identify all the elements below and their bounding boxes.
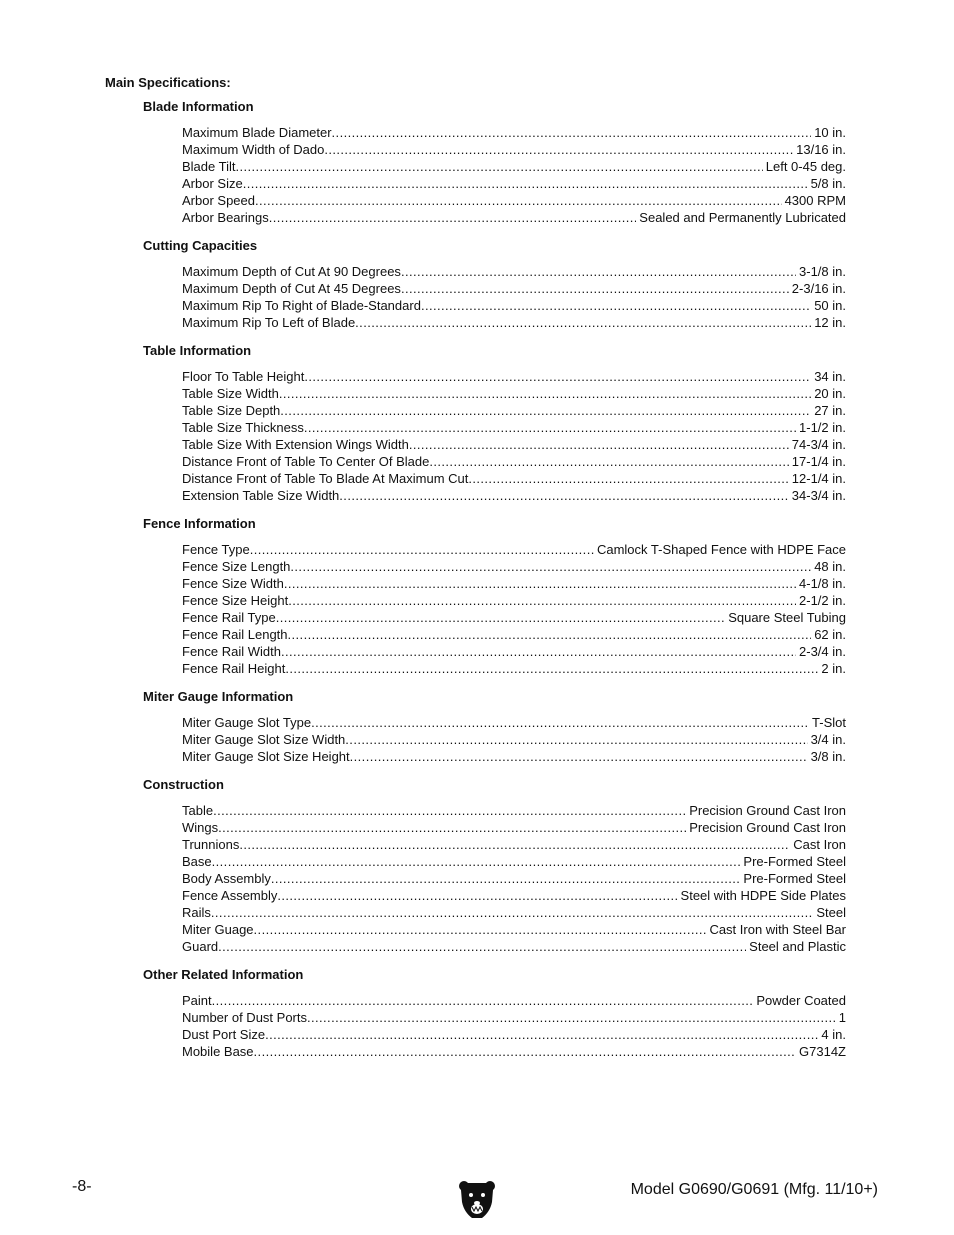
spec-row bbox=[182, 870, 846, 887]
spec-row bbox=[182, 385, 846, 402]
spec-row bbox=[182, 368, 846, 385]
dot-leader bbox=[468, 470, 788, 487]
spec-label: Distance Front of Table To Blade At Maximum Cut bbox=[182, 471, 469, 486]
dot-leader bbox=[213, 802, 686, 819]
spec-value: Sealed and Permanently Lubricated bbox=[639, 210, 846, 225]
spec-label: Rails bbox=[182, 905, 211, 920]
spec-label: Table Size With Extension Wings Width bbox=[182, 437, 409, 452]
spec-label: Maximum Rip To Left of Blade bbox=[182, 315, 356, 330]
dot-leader bbox=[269, 209, 637, 226]
spec-value: 13/16 in. bbox=[796, 142, 846, 157]
spec-label: Fence Size Length bbox=[182, 559, 291, 574]
spec-row bbox=[182, 280, 846, 297]
spec-label: Base bbox=[182, 854, 212, 869]
spec-value: 20 in. bbox=[814, 386, 846, 401]
spec-section bbox=[143, 777, 846, 955]
spec-label: Table Size Depth bbox=[182, 403, 281, 418]
spec-row bbox=[182, 470, 846, 487]
spec-value: 50 in. bbox=[814, 298, 846, 313]
dot-leader bbox=[235, 158, 762, 175]
spec-value: 12 in. bbox=[814, 315, 846, 330]
dot-leader bbox=[276, 609, 725, 626]
spec-row bbox=[182, 487, 846, 504]
main-title: Main Specifications: bbox=[105, 75, 231, 90]
dot-leader bbox=[332, 124, 812, 141]
spec-label: Fence Rail Height bbox=[182, 661, 286, 676]
spec-value: Precision Ground Cast Iron bbox=[689, 803, 846, 818]
dot-leader bbox=[355, 314, 811, 331]
spec-value: 10 in. bbox=[814, 125, 846, 140]
spec-value: 5/8 in. bbox=[810, 176, 846, 191]
spec-row bbox=[182, 938, 846, 955]
spec-label: Extension Table Size Width bbox=[182, 488, 340, 503]
spec-list bbox=[182, 802, 846, 955]
spec-label: Maximum Depth of Cut At 45 Degrees bbox=[182, 281, 401, 296]
spec-row bbox=[182, 992, 846, 1009]
spec-label: Fence Rail Width bbox=[182, 644, 281, 659]
spec-row bbox=[182, 626, 846, 643]
spec-row bbox=[182, 592, 846, 609]
spec-row bbox=[182, 836, 846, 853]
spec-label: Fence Assembly bbox=[182, 888, 278, 903]
dot-leader bbox=[271, 870, 741, 887]
dot-leader bbox=[250, 541, 594, 558]
spec-label: Table Size Thickness bbox=[182, 420, 304, 435]
spec-row bbox=[182, 314, 846, 331]
spec-value: 74-3/4 in. bbox=[791, 437, 846, 452]
spec-value: Left 0-45 deg. bbox=[765, 159, 846, 174]
spec-row bbox=[182, 158, 846, 175]
dot-leader bbox=[284, 575, 796, 592]
spec-section bbox=[143, 967, 846, 1060]
spec-label: Fence Size Height bbox=[182, 593, 289, 608]
spec-section bbox=[143, 516, 846, 677]
dot-leader bbox=[281, 643, 796, 660]
spec-row bbox=[182, 175, 846, 192]
spec-label: Fence Size Width bbox=[182, 576, 284, 591]
spec-row bbox=[182, 124, 846, 141]
spec-value: Camlock T-Shaped Fence with HDPE Face bbox=[596, 542, 846, 557]
spec-value: Square Steel Tubing bbox=[728, 610, 846, 625]
spec-row bbox=[182, 609, 846, 626]
dot-leader bbox=[211, 904, 813, 921]
spec-label: Mobile Base bbox=[182, 1044, 254, 1059]
spec-section bbox=[143, 689, 846, 765]
section-title: Fence Information bbox=[143, 516, 256, 531]
model-label: Model G0690/G0691 (Mfg. 11/10+) bbox=[630, 1181, 878, 1198]
spec-label: Table bbox=[182, 803, 214, 818]
spec-row bbox=[182, 731, 846, 748]
dot-leader bbox=[345, 731, 807, 748]
dot-leader bbox=[288, 626, 812, 643]
spec-value: 4-1/8 in. bbox=[799, 576, 846, 591]
spec-value: 17-1/4 in. bbox=[791, 454, 846, 469]
spec-list bbox=[182, 714, 846, 765]
dot-leader bbox=[339, 487, 789, 504]
spec-label: Miter Gauge Slot Size Height bbox=[182, 749, 350, 764]
spec-label: Guard bbox=[182, 939, 219, 954]
dot-leader bbox=[290, 558, 811, 575]
spec-value: 2-3/4 in. bbox=[799, 644, 846, 659]
dot-leader bbox=[285, 660, 818, 677]
spec-label: Maximum Rip To Right of Blade-Standard bbox=[182, 298, 421, 313]
spec-row bbox=[182, 541, 846, 558]
spec-value: Steel and Plastic bbox=[749, 939, 846, 954]
spec-list bbox=[182, 263, 846, 331]
spec-value: T-Slot bbox=[812, 715, 846, 730]
spec-label: Distance Front of Table To Center Of Blade bbox=[182, 454, 430, 469]
dot-leader bbox=[277, 887, 677, 904]
spec-value: 4 in. bbox=[821, 1027, 846, 1042]
section-title: Blade Information bbox=[143, 99, 254, 114]
spec-value: 2-1/2 in. bbox=[799, 593, 846, 608]
spec-value: 4300 RPM bbox=[784, 193, 846, 208]
spec-label: Maximum Depth of Cut At 90 Degrees bbox=[182, 264, 401, 279]
dot-leader bbox=[212, 853, 741, 870]
spec-value: 12-1/4 in. bbox=[791, 471, 846, 486]
spec-row bbox=[182, 853, 846, 870]
spec-value: Pre-Formed Steel bbox=[743, 854, 846, 869]
dot-leader bbox=[304, 368, 811, 385]
spec-label: Floor To Table Height bbox=[182, 369, 305, 384]
spec-value: 34-3/4 in. bbox=[791, 488, 846, 503]
spec-value: Powder Coated bbox=[756, 993, 846, 1008]
section-title: Other Related Information bbox=[143, 967, 304, 982]
spec-label: Body Assembly bbox=[182, 871, 271, 886]
spec-row bbox=[182, 263, 846, 280]
spec-label: Arbor Size bbox=[182, 176, 243, 191]
spec-value: Steel with HDPE Side Plates bbox=[680, 888, 846, 903]
spec-row bbox=[182, 643, 846, 660]
spec-row bbox=[182, 904, 846, 921]
dot-leader bbox=[265, 1026, 818, 1043]
spec-value: 48 in. bbox=[814, 559, 846, 574]
section-title: Construction bbox=[143, 777, 224, 792]
spec-label: Blade Tilt bbox=[182, 159, 236, 174]
spec-label: Fence Rail Type bbox=[182, 610, 276, 625]
spec-row bbox=[182, 748, 846, 765]
spec-value: Precision Ground Cast Iron bbox=[689, 820, 846, 835]
spec-row bbox=[182, 558, 846, 575]
spec-label: Maximum Blade Diameter bbox=[182, 125, 332, 140]
dot-leader bbox=[254, 921, 707, 938]
dot-leader bbox=[401, 263, 796, 280]
dot-leader bbox=[254, 1043, 796, 1060]
dot-leader bbox=[212, 992, 754, 1009]
spec-label: Miter Guage bbox=[182, 922, 254, 937]
spec-label: Miter Gauge Slot Type bbox=[182, 715, 312, 730]
dot-leader bbox=[307, 1009, 836, 1026]
spec-value: Cast Iron bbox=[793, 837, 846, 852]
spec-value: 3-1/8 in. bbox=[799, 264, 846, 279]
spec-row bbox=[182, 802, 846, 819]
dot-leader bbox=[421, 297, 811, 314]
dot-leader bbox=[255, 192, 782, 209]
spec-row bbox=[182, 660, 846, 677]
dot-leader bbox=[239, 836, 790, 853]
spec-list bbox=[182, 368, 846, 504]
dot-leader bbox=[401, 280, 789, 297]
spec-value: 1 bbox=[838, 1010, 846, 1025]
spec-section bbox=[143, 99, 846, 226]
dot-leader bbox=[324, 141, 793, 158]
section-title: Miter Gauge Information bbox=[143, 689, 294, 704]
spec-list bbox=[182, 541, 846, 677]
spec-value: Steel bbox=[816, 905, 846, 920]
spec-value: Cast Iron with Steel Bar bbox=[709, 922, 846, 937]
spec-label: Paint bbox=[182, 993, 212, 1008]
spec-row bbox=[182, 887, 846, 904]
spec-value: 34 in. bbox=[814, 369, 846, 384]
spec-label: Maximum Width of Dado bbox=[182, 142, 325, 157]
spec-row bbox=[182, 1043, 846, 1060]
dot-leader bbox=[280, 402, 811, 419]
dot-leader bbox=[409, 436, 789, 453]
spec-content bbox=[143, 99, 846, 1072]
spec-label: Arbor Speed bbox=[182, 193, 255, 208]
spec-value: 3/8 in. bbox=[810, 749, 846, 764]
spec-label: Miter Gauge Slot Size Width bbox=[182, 732, 346, 747]
dot-leader bbox=[429, 453, 788, 470]
spec-label: Number of Dust Ports bbox=[182, 1010, 307, 1025]
dot-leader bbox=[218, 938, 746, 955]
spec-value: 2-3/16 in. bbox=[791, 281, 846, 296]
spec-label: Fence Type bbox=[182, 542, 250, 557]
page-number: -8- bbox=[72, 1178, 92, 1195]
spec-label: Fence Rail Length bbox=[182, 627, 288, 642]
spec-row bbox=[182, 436, 846, 453]
spec-row bbox=[182, 819, 846, 836]
spec-row bbox=[182, 402, 846, 419]
spec-value: 2 in. bbox=[821, 661, 846, 676]
spec-row bbox=[182, 575, 846, 592]
spec-value: 62 in. bbox=[814, 627, 846, 642]
spec-row bbox=[182, 297, 846, 314]
spec-row bbox=[182, 141, 846, 158]
spec-value: Pre-Formed Steel bbox=[743, 871, 846, 886]
dot-leader bbox=[279, 385, 811, 402]
spec-value: 3/4 in. bbox=[810, 732, 846, 747]
spec-row bbox=[182, 714, 846, 731]
dot-leader bbox=[304, 419, 796, 436]
spec-value: 1-1/2 in. bbox=[799, 420, 846, 435]
spec-list bbox=[182, 124, 846, 226]
spec-label: Wings bbox=[182, 820, 219, 835]
spec-value: 27 in. bbox=[814, 403, 846, 418]
spec-row bbox=[182, 192, 846, 209]
dot-leader bbox=[350, 748, 808, 765]
spec-row bbox=[182, 419, 846, 436]
dot-leader bbox=[243, 175, 808, 192]
spec-label: Table Size Width bbox=[182, 386, 279, 401]
spec-section bbox=[143, 238, 846, 331]
spec-row bbox=[182, 1026, 846, 1043]
dot-leader bbox=[218, 819, 686, 836]
spec-row bbox=[182, 1009, 846, 1026]
spec-row bbox=[182, 453, 846, 470]
spec-section bbox=[143, 343, 846, 504]
section-title: Table Information bbox=[143, 343, 252, 358]
spec-row bbox=[182, 209, 846, 226]
spec-list bbox=[182, 992, 846, 1060]
section-title: Cutting Capacities bbox=[143, 238, 258, 253]
spec-label: Arbor Bearings bbox=[182, 210, 269, 225]
spec-value: G7314Z bbox=[799, 1044, 846, 1059]
bear-head-icon bbox=[456, 1178, 498, 1220]
spec-label: Dust Port Size bbox=[182, 1027, 266, 1042]
spec-row bbox=[182, 921, 846, 938]
dot-leader bbox=[288, 592, 796, 609]
spec-label: Trunnions bbox=[182, 837, 240, 852]
dot-leader bbox=[311, 714, 809, 731]
